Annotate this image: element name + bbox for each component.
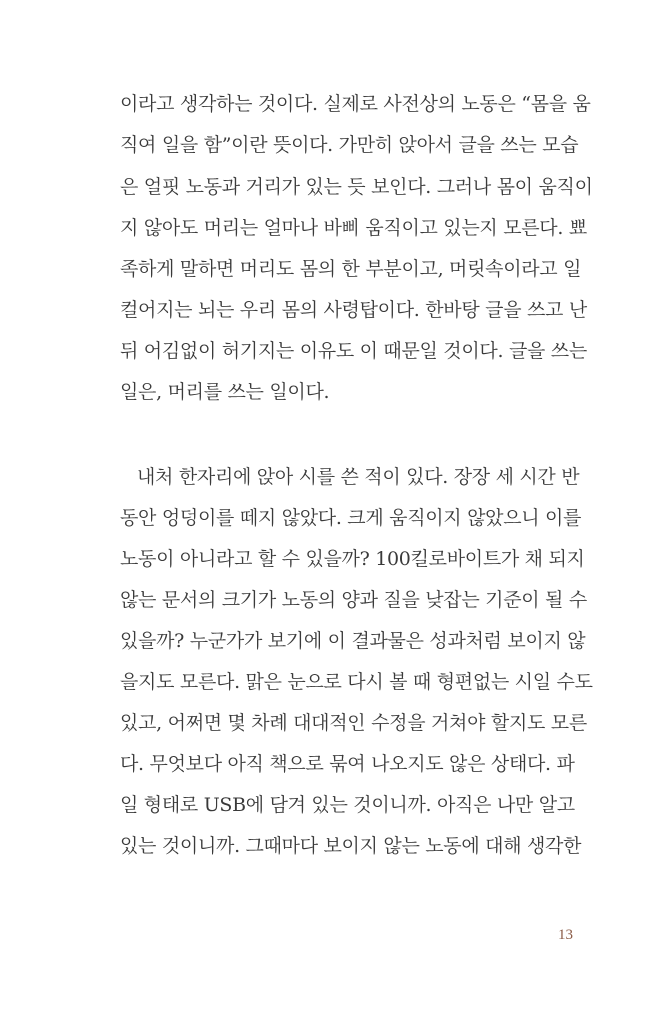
text-line: 내처 한자리에 앉아 시를 쓴 적이 있다. 장장 세 시간 반	[137, 466, 580, 488]
page-number: 13	[558, 927, 573, 943]
text-line: 을지도 모른다. 맑은 눈으로 다시 볼 때 형편없는 시일 수도	[120, 671, 593, 693]
text-line: 직여 일을 함”이란 뜻이다. 가만히 앉아서 글을 쓰는 모습	[120, 134, 579, 156]
text-line: 있고, 어쩌면 몇 차례 대대적인 수정을 거쳐야 할지도 모른	[120, 712, 587, 734]
text-line: 있는 것이니까. 그때마다 보이지 않는 노동에 대해 생각한	[120, 835, 582, 857]
text-line: 족하게 말하면 머리도 몸의 한 부분이고, 머릿속이라고 일	[120, 258, 582, 280]
text-line: 일은, 머리를 쓰는 일이다.	[120, 381, 330, 403]
text-line: 이라고 생각하는 것이다. 실제로 사전상의 노동은 “몸을 움	[120, 93, 591, 115]
text-line: 노동이 아니라고 할 수 있을까? 100킬로바이트가 채 되지	[120, 548, 585, 570]
text-line: 다. 무엇보다 아직 책으로 묶여 나오지도 않은 상태다. 파	[120, 753, 575, 775]
text-line: 있을까? 누군가가 보기에 이 결과물은 성과처럼 보이지 않	[120, 630, 586, 652]
text-line: 지 않아도 머리는 얼마나 바삐 움직이고 있는지 모른다. 뾰	[120, 217, 587, 239]
text-line: 컬어지는 뇌는 우리 몸의 사령탑이다. 한바탕 글을 쓰고 난	[120, 299, 587, 321]
text-line: 않는 문서의 크기가 노동의 양과 질을 낮잡는 기준이 될 수	[120, 589, 587, 611]
text-line: 은 얼핏 노동과 거리가 있는 듯 보인다. 그러나 몸이 움직이	[120, 176, 593, 198]
text-line: 일 형태로 USB에 담겨 있는 것이니까. 아직은 나만 알고	[120, 794, 575, 816]
text-line: 뒤 어김없이 허기지는 이유도 이 때문일 것이다. 글을 쓰는	[120, 340, 587, 362]
text-line: 동안 엉덩이를 떼지 않았다. 크게 움직이지 않았으니 이를	[120, 507, 582, 529]
